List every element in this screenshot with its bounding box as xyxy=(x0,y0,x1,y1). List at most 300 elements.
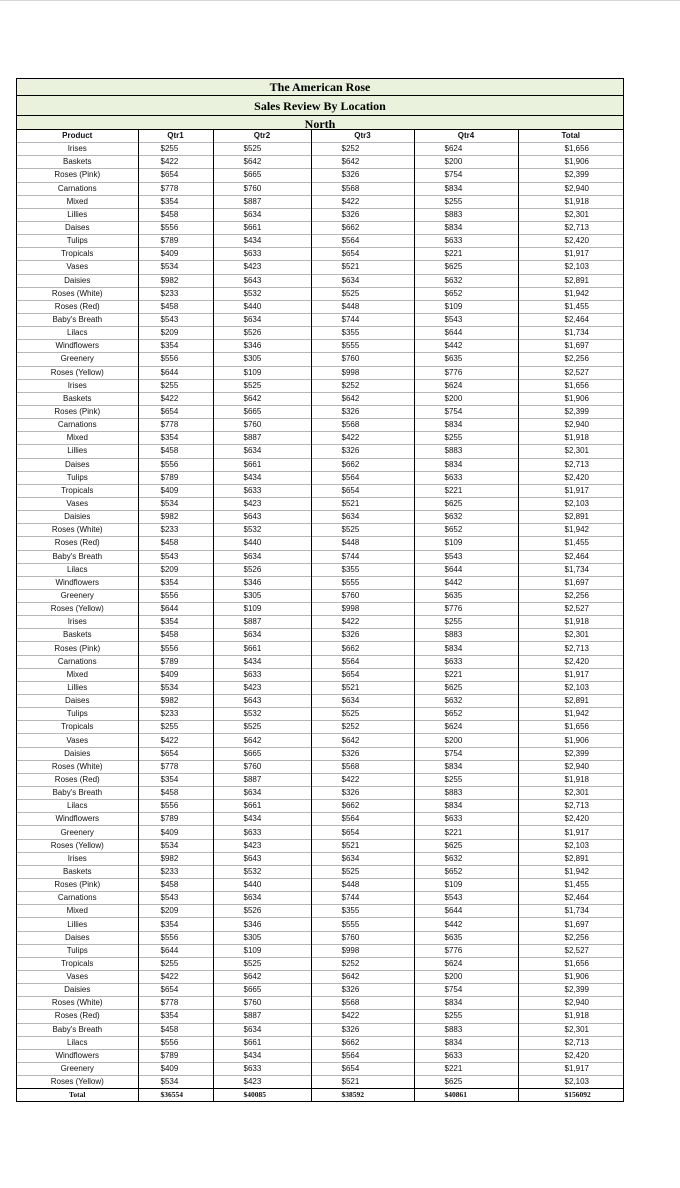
cell-total: $2,399 xyxy=(518,169,623,182)
table-row xyxy=(17,313,623,326)
cell-qtr4: $633 xyxy=(414,1049,518,1062)
cell-qtr3: $525 xyxy=(311,524,414,537)
cell-qtr3: $326 xyxy=(311,629,414,642)
cell-qtr1: $556 xyxy=(138,642,213,655)
cell-total: $1,906 xyxy=(518,734,623,747)
cell-qtr3: $326 xyxy=(311,787,414,800)
cell-product: Windflowers xyxy=(17,576,138,589)
cell-qtr3: $568 xyxy=(311,419,414,432)
cell-qtr1: $778 xyxy=(138,760,213,773)
table-row xyxy=(17,497,623,510)
cell-qtr3: $355 xyxy=(311,327,414,340)
cell-qtr1: $654 xyxy=(138,169,213,182)
cell-product: Tropicals xyxy=(17,957,138,970)
cell-qtr1: $534 xyxy=(138,1076,213,1089)
cell-qtr2: $633 xyxy=(213,1062,311,1075)
cell-product: Vases xyxy=(17,497,138,510)
cell-total: $2,464 xyxy=(518,550,623,563)
sales-report-sheet xyxy=(16,78,624,1102)
totals-qtr1: $36554 xyxy=(138,1089,213,1102)
cell-qtr2: $109 xyxy=(213,603,311,616)
cell-product: Baskets xyxy=(17,865,138,878)
cell-product: Baskets xyxy=(17,156,138,169)
cell-qtr3: $525 xyxy=(311,865,414,878)
cell-qtr4: $652 xyxy=(414,287,518,300)
table-row xyxy=(17,261,623,274)
cell-total: $2,301 xyxy=(518,629,623,642)
cell-qtr1: $354 xyxy=(138,576,213,589)
cell-qtr3: $654 xyxy=(311,668,414,681)
cell-qtr4: $883 xyxy=(414,208,518,221)
cell-qtr2: $634 xyxy=(213,892,311,905)
cell-qtr4: $255 xyxy=(414,616,518,629)
cell-qtr2: $665 xyxy=(213,747,311,760)
cell-qtr4: $109 xyxy=(414,879,518,892)
cell-qtr3: $760 xyxy=(311,931,414,944)
cell-qtr3: $654 xyxy=(311,248,414,261)
cell-qtr2: $434 xyxy=(213,235,311,248)
cell-qtr1: $543 xyxy=(138,892,213,905)
cell-qtr1: $354 xyxy=(138,1010,213,1023)
cell-qtr4: $754 xyxy=(414,169,518,182)
table-row xyxy=(17,537,623,550)
table-row xyxy=(17,681,623,694)
column-header-qtr1: Qtr1 xyxy=(138,130,213,143)
cell-product: Baby's Breath xyxy=(17,313,138,326)
cell-qtr4: $109 xyxy=(414,537,518,550)
cell-qtr2: $642 xyxy=(213,392,311,405)
cell-qtr1: $233 xyxy=(138,287,213,300)
cell-product: Carnations xyxy=(17,655,138,668)
cell-qtr1: $982 xyxy=(138,274,213,287)
cell-qtr3: $355 xyxy=(311,905,414,918)
cell-qtr2: $346 xyxy=(213,576,311,589)
cell-qtr1: $556 xyxy=(138,458,213,471)
cell-total: $1,455 xyxy=(518,300,623,313)
cell-product: Carnations xyxy=(17,182,138,195)
cell-qtr1: $354 xyxy=(138,432,213,445)
cell-qtr3: $662 xyxy=(311,642,414,655)
cell-qtr3: $521 xyxy=(311,497,414,510)
cell-product: Daisies xyxy=(17,984,138,997)
cell-qtr4: $834 xyxy=(414,642,518,655)
cell-product: Baby's Breath xyxy=(17,550,138,563)
cell-qtr2: $423 xyxy=(213,681,311,694)
cell-qtr2: $532 xyxy=(213,287,311,300)
cell-qtr4: $834 xyxy=(414,800,518,813)
table-row xyxy=(17,327,623,340)
cell-total: $2,527 xyxy=(518,603,623,616)
cell-qtr3: $642 xyxy=(311,971,414,984)
cell-product: Roses (Yellow) xyxy=(17,839,138,852)
cell-total: $1,917 xyxy=(518,826,623,839)
cell-qtr4: $754 xyxy=(414,405,518,418)
cell-qtr4: $625 xyxy=(414,1076,518,1089)
cell-qtr3: $568 xyxy=(311,997,414,1010)
table-row xyxy=(17,471,623,484)
cell-product: Daises xyxy=(17,221,138,234)
table-body xyxy=(17,143,623,1089)
table-row xyxy=(17,616,623,629)
cell-total: $2,464 xyxy=(518,313,623,326)
table-row xyxy=(17,1076,623,1089)
table-row xyxy=(17,340,623,353)
cell-qtr3: $564 xyxy=(311,813,414,826)
cell-qtr3: $564 xyxy=(311,1049,414,1062)
cell-total: $1,656 xyxy=(518,957,623,970)
cell-qtr3: $634 xyxy=(311,511,414,524)
table-row xyxy=(17,773,623,786)
cell-qtr4: $543 xyxy=(414,892,518,905)
cell-qtr4: $633 xyxy=(414,813,518,826)
table-row xyxy=(17,971,623,984)
table-row xyxy=(17,826,623,839)
cell-qtr2: $423 xyxy=(213,261,311,274)
cell-product: Tropicals xyxy=(17,248,138,261)
cell-qtr4: $221 xyxy=(414,1062,518,1075)
table-row xyxy=(17,629,623,642)
cell-qtr2: $634 xyxy=(213,1023,311,1036)
cell-qtr2: $661 xyxy=(213,1036,311,1049)
cell-qtr3: $525 xyxy=(311,708,414,721)
cell-qtr4: $834 xyxy=(414,221,518,234)
cell-qtr3: $326 xyxy=(311,169,414,182)
cell-product: Daisies xyxy=(17,747,138,760)
cell-qtr2: $346 xyxy=(213,340,311,353)
cell-qtr4: $633 xyxy=(414,471,518,484)
cell-qtr1: $458 xyxy=(138,208,213,221)
cell-product: Vases xyxy=(17,734,138,747)
cell-qtr4: $200 xyxy=(414,392,518,405)
cell-product: Baby's Breath xyxy=(17,787,138,800)
cell-qtr2: $643 xyxy=(213,695,311,708)
table-row xyxy=(17,603,623,616)
table-row xyxy=(17,589,623,602)
cell-total: $2,713 xyxy=(518,458,623,471)
cell-qtr3: $564 xyxy=(311,655,414,668)
cell-product: Lillies xyxy=(17,681,138,694)
cell-qtr3: $642 xyxy=(311,156,414,169)
cell-qtr4: $834 xyxy=(414,458,518,471)
cell-qtr1: $982 xyxy=(138,852,213,865)
cell-qtr4: $632 xyxy=(414,274,518,287)
cell-qtr4: $652 xyxy=(414,865,518,878)
cell-product: Roses (Yellow) xyxy=(17,366,138,379)
cell-product: Mixed xyxy=(17,668,138,681)
cell-total: $1,906 xyxy=(518,392,623,405)
cell-qtr1: $982 xyxy=(138,511,213,524)
cell-qtr1: $422 xyxy=(138,156,213,169)
cell-total: $1,697 xyxy=(518,576,623,589)
cell-qtr3: $998 xyxy=(311,944,414,957)
cell-qtr3: $252 xyxy=(311,957,414,970)
cell-qtr1: $209 xyxy=(138,327,213,340)
cell-qtr3: $634 xyxy=(311,852,414,865)
table-row xyxy=(17,195,623,208)
cell-product: Baskets xyxy=(17,392,138,405)
cell-product: Irises xyxy=(17,616,138,629)
cell-qtr3: $998 xyxy=(311,603,414,616)
table-row xyxy=(17,511,623,524)
cell-qtr3: $555 xyxy=(311,340,414,353)
cell-qtr2: $633 xyxy=(213,668,311,681)
cell-product: Tulips xyxy=(17,944,138,957)
cell-qtr3: $326 xyxy=(311,445,414,458)
cell-qtr3: $326 xyxy=(311,208,414,221)
cell-total: $2,891 xyxy=(518,852,623,865)
cell-qtr1: $654 xyxy=(138,405,213,418)
table-row xyxy=(17,1023,623,1036)
cell-product: Lillies xyxy=(17,918,138,931)
cell-qtr2: $887 xyxy=(213,616,311,629)
cell-qtr2: $642 xyxy=(213,971,311,984)
table-row xyxy=(17,865,623,878)
cell-qtr2: $525 xyxy=(213,721,311,734)
cell-product: Windflowers xyxy=(17,340,138,353)
cell-qtr2: $634 xyxy=(213,787,311,800)
cell-product: Greenery xyxy=(17,1062,138,1075)
cell-qtr2: $305 xyxy=(213,589,311,602)
cell-qtr1: $255 xyxy=(138,143,213,156)
cell-product: Windflowers xyxy=(17,1049,138,1062)
cell-total: $2,420 xyxy=(518,1049,623,1062)
cell-qtr1: $409 xyxy=(138,1062,213,1075)
cell-qtr3: $642 xyxy=(311,392,414,405)
totals-qtr3: $38592 xyxy=(311,1089,414,1102)
table-row xyxy=(17,1049,623,1062)
cell-qtr2: $887 xyxy=(213,432,311,445)
table-row xyxy=(17,708,623,721)
cell-product: Vases xyxy=(17,971,138,984)
table-row xyxy=(17,300,623,313)
cell-qtr4: $834 xyxy=(414,760,518,773)
cell-qtr2: $634 xyxy=(213,629,311,642)
cell-product: Roses (White) xyxy=(17,760,138,773)
cell-qtr4: $625 xyxy=(414,839,518,852)
cell-qtr2: $665 xyxy=(213,984,311,997)
cell-product: Lilacs xyxy=(17,1036,138,1049)
cell-total: $2,103 xyxy=(518,261,623,274)
cell-qtr1: $458 xyxy=(138,537,213,550)
cell-qtr2: $633 xyxy=(213,484,311,497)
cell-product: Lilacs xyxy=(17,327,138,340)
cell-product: Irises xyxy=(17,143,138,156)
cell-qtr4: $221 xyxy=(414,668,518,681)
cell-qtr4: $625 xyxy=(414,681,518,694)
cell-qtr1: $209 xyxy=(138,563,213,576)
cell-total: $1,734 xyxy=(518,563,623,576)
cell-qtr4: $635 xyxy=(414,931,518,944)
cell-qtr4: $883 xyxy=(414,787,518,800)
cell-qtr2: $642 xyxy=(213,156,311,169)
cell-qtr4: $644 xyxy=(414,563,518,576)
cell-qtr4: $776 xyxy=(414,603,518,616)
cell-product: Daisies xyxy=(17,511,138,524)
cell-qtr2: $440 xyxy=(213,300,311,313)
table-row xyxy=(17,734,623,747)
cell-qtr4: $776 xyxy=(414,944,518,957)
cell-qtr2: $634 xyxy=(213,550,311,563)
cell-qtr4: $635 xyxy=(414,353,518,366)
cell-qtr3: $448 xyxy=(311,300,414,313)
cell-qtr3: $662 xyxy=(311,1036,414,1049)
table-row xyxy=(17,1036,623,1049)
table-row xyxy=(17,484,623,497)
cell-total: $1,942 xyxy=(518,708,623,721)
cell-total: $1,906 xyxy=(518,156,623,169)
cell-qtr1: $789 xyxy=(138,813,213,826)
cell-qtr3: $326 xyxy=(311,405,414,418)
cell-qtr4: $652 xyxy=(414,708,518,721)
totals-row xyxy=(17,1089,623,1102)
cell-total: $1,455 xyxy=(518,537,623,550)
cell-qtr4: $834 xyxy=(414,182,518,195)
cell-qtr3: $564 xyxy=(311,235,414,248)
cell-qtr3: $744 xyxy=(311,313,414,326)
cell-product: Roses (Pink) xyxy=(17,642,138,655)
cell-product: Daisies xyxy=(17,274,138,287)
table-row xyxy=(17,839,623,852)
cell-total: $2,891 xyxy=(518,695,623,708)
cell-product: Greenery xyxy=(17,826,138,839)
cell-total: $2,527 xyxy=(518,366,623,379)
cell-qtr4: $652 xyxy=(414,524,518,537)
cell-qtr4: $633 xyxy=(414,655,518,668)
cell-qtr1: $654 xyxy=(138,984,213,997)
cell-total: $1,656 xyxy=(518,379,623,392)
cell-qtr1: $409 xyxy=(138,248,213,261)
cell-total: $2,713 xyxy=(518,1036,623,1049)
cell-qtr4: $200 xyxy=(414,734,518,747)
table-row xyxy=(17,905,623,918)
cell-total: $1,918 xyxy=(518,773,623,786)
table-row xyxy=(17,419,623,432)
table-row xyxy=(17,392,623,405)
table-row xyxy=(17,787,623,800)
cell-qtr2: $423 xyxy=(213,839,311,852)
cell-product: Greenery xyxy=(17,353,138,366)
table-row xyxy=(17,287,623,300)
cell-total: $2,420 xyxy=(518,235,623,248)
cell-total: $2,940 xyxy=(518,419,623,432)
cell-product: Roses (Yellow) xyxy=(17,1076,138,1089)
table-row xyxy=(17,695,623,708)
table-row xyxy=(17,655,623,668)
cell-qtr3: $326 xyxy=(311,1023,414,1036)
cell-product: Lilacs xyxy=(17,800,138,813)
cell-qtr2: $760 xyxy=(213,419,311,432)
cell-qtr3: $521 xyxy=(311,839,414,852)
totals-qtr2: $40085 xyxy=(213,1089,311,1102)
cell-qtr3: $662 xyxy=(311,221,414,234)
cell-qtr2: $526 xyxy=(213,327,311,340)
cell-qtr4: $624 xyxy=(414,143,518,156)
cell-product: Irises xyxy=(17,852,138,865)
cell-product: Daises xyxy=(17,931,138,944)
totals-grand-total: $156092 xyxy=(518,1089,623,1102)
cell-total: $1,917 xyxy=(518,1062,623,1075)
cell-qtr2: $109 xyxy=(213,366,311,379)
table-row xyxy=(17,458,623,471)
cell-qtr1: $354 xyxy=(138,340,213,353)
table-row xyxy=(17,563,623,576)
cell-product: Mixed xyxy=(17,905,138,918)
cell-qtr4: $632 xyxy=(414,852,518,865)
cell-qtr2: $633 xyxy=(213,826,311,839)
cell-qtr1: $543 xyxy=(138,550,213,563)
cell-qtr3: $744 xyxy=(311,550,414,563)
cell-qtr1: $789 xyxy=(138,471,213,484)
cell-qtr2: $526 xyxy=(213,563,311,576)
cell-qtr3: $355 xyxy=(311,563,414,576)
cell-qtr4: $633 xyxy=(414,235,518,248)
cell-qtr3: $525 xyxy=(311,287,414,300)
cell-qtr4: $442 xyxy=(414,576,518,589)
table-row xyxy=(17,248,623,261)
cell-qtr2: $305 xyxy=(213,931,311,944)
cell-qtr4: $834 xyxy=(414,419,518,432)
cell-qtr4: $883 xyxy=(414,629,518,642)
table-row xyxy=(17,800,623,813)
cell-qtr1: $982 xyxy=(138,695,213,708)
cell-total: $1,942 xyxy=(518,524,623,537)
cell-qtr3: $555 xyxy=(311,918,414,931)
cell-qtr4: $754 xyxy=(414,747,518,760)
table-row xyxy=(17,813,623,826)
cell-qtr3: $568 xyxy=(311,182,414,195)
cell-total: $1,942 xyxy=(518,287,623,300)
table-row xyxy=(17,760,623,773)
cell-total: $2,256 xyxy=(518,589,623,602)
cell-qtr3: $998 xyxy=(311,366,414,379)
report-subtitle: Sales Review By Location xyxy=(17,96,623,116)
cell-product: Roses (Yellow) xyxy=(17,603,138,616)
cell-qtr1: $233 xyxy=(138,708,213,721)
cell-qtr4: $109 xyxy=(414,300,518,313)
cell-qtr4: $754 xyxy=(414,984,518,997)
column-header-qtr3: Qtr3 xyxy=(311,130,414,143)
cell-qtr2: $661 xyxy=(213,221,311,234)
cell-qtr1: $409 xyxy=(138,826,213,839)
table-row xyxy=(17,892,623,905)
cell-qtr2: $526 xyxy=(213,905,311,918)
cell-total: $1,917 xyxy=(518,668,623,681)
cell-product: Roses (White) xyxy=(17,287,138,300)
cell-product: Carnations xyxy=(17,892,138,905)
cell-qtr1: $409 xyxy=(138,484,213,497)
cell-qtr1: $354 xyxy=(138,773,213,786)
cell-product: Carnations xyxy=(17,419,138,432)
cell-total: $2,420 xyxy=(518,471,623,484)
table-row xyxy=(17,721,623,734)
cell-total: $2,103 xyxy=(518,497,623,510)
cell-qtr4: $221 xyxy=(414,484,518,497)
cell-qtr4: $632 xyxy=(414,695,518,708)
cell-total: $2,420 xyxy=(518,813,623,826)
cell-qtr3: $662 xyxy=(311,800,414,813)
cell-qtr3: $634 xyxy=(311,274,414,287)
cell-product: Vases xyxy=(17,261,138,274)
cell-total: $2,713 xyxy=(518,642,623,655)
cell-qtr2: $634 xyxy=(213,313,311,326)
report-company-title: The American Rose xyxy=(17,79,623,96)
cell-total: $1,455 xyxy=(518,879,623,892)
cell-qtr2: $109 xyxy=(213,944,311,957)
cell-qtr3: $521 xyxy=(311,261,414,274)
cell-qtr2: $634 xyxy=(213,208,311,221)
table-row xyxy=(17,931,623,944)
cell-qtr1: $458 xyxy=(138,629,213,642)
